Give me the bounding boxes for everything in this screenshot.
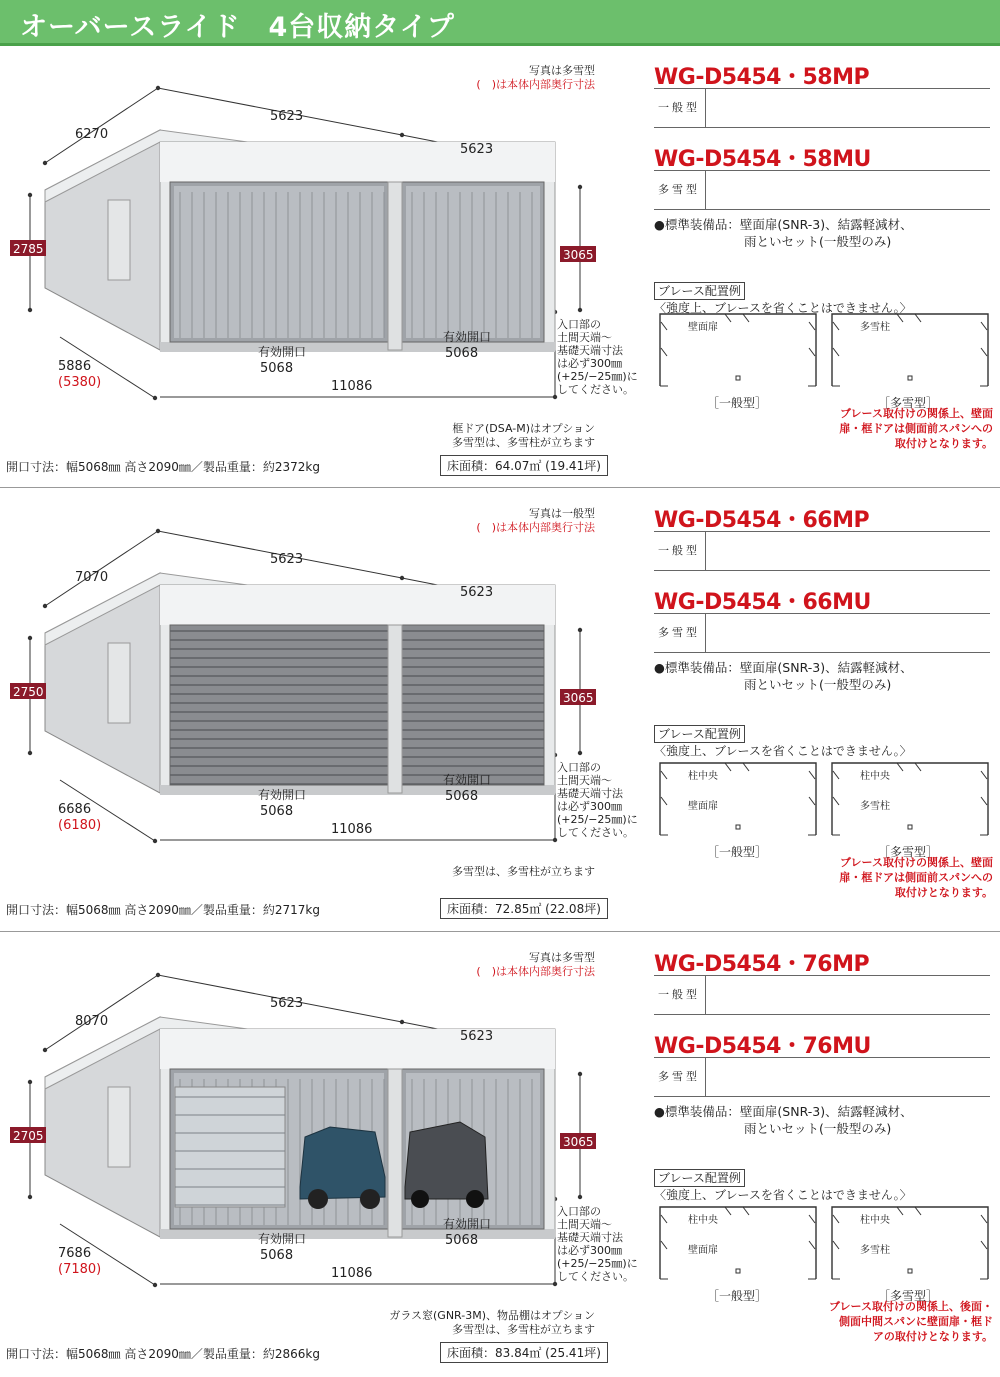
depth-note-text: ( )は本体内部奥行寸法 bbox=[476, 78, 595, 91]
svg-text:壁面扉: 壁面扉 bbox=[688, 801, 718, 812]
spec-text: 開口寸法：幅5068㎜ 高さ2090㎜／製品重量：約2866kg bbox=[6, 1347, 320, 1361]
red-note-line: 取付けとなります。 bbox=[894, 886, 993, 899]
garage-body bbox=[45, 130, 555, 352]
svg-text:6270: 6270 bbox=[75, 127, 109, 142]
svg-text:(7180): (7180) bbox=[58, 1262, 102, 1277]
building-illustration bbox=[0, 937, 640, 1337]
product-section bbox=[0, 493, 1000, 933]
brace-box: ブレース配置例 bbox=[654, 282, 745, 300]
svg-text:壁面扉: 壁面扉 bbox=[688, 1245, 718, 1256]
brace-text: 〈強度上、ブレースを省くことはできません。〉 bbox=[654, 744, 912, 758]
svg-text:2705: 2705 bbox=[13, 1129, 44, 1143]
row-general bbox=[654, 531, 990, 571]
svg-text:5623: 5623 bbox=[270, 996, 304, 1011]
model-snow: WG-D5454・58MU bbox=[654, 147, 871, 172]
option-note-line: 多雪型は、多雪柱が立ちます bbox=[452, 1323, 595, 1336]
svg-text:3065: 3065 bbox=[563, 691, 594, 705]
svg-text:(+25/−25㎜)に: (+25/−25㎜)に bbox=[557, 370, 638, 383]
svg-text:入口部の: 入口部の bbox=[557, 761, 601, 774]
svg-text:11086: 11086 bbox=[331, 1266, 373, 1281]
equip-line: 雨といセット(一般型のみ) bbox=[744, 677, 892, 692]
svg-text:は必ず300㎜: は必ず300㎜ bbox=[557, 800, 622, 813]
option-note-line: ガラス窓(GNR-3M)、物品棚はオプション bbox=[389, 1309, 595, 1322]
floor-area: 床面積：72.85㎡ (22.08坪) bbox=[440, 898, 608, 919]
svg-text:3065: 3065 bbox=[563, 1135, 594, 1149]
svg-text:5886: 5886 bbox=[58, 359, 92, 374]
option-note bbox=[300, 422, 595, 450]
red-note-line: アの取付けとなります。 bbox=[872, 1330, 993, 1343]
depth-note-text: ( )は本体内部奥行寸法 bbox=[476, 521, 595, 534]
svg-text:11086: 11086 bbox=[331, 379, 373, 394]
svg-text:してください。: してください。 bbox=[557, 383, 634, 396]
plan-snow bbox=[830, 761, 990, 837]
page-title: オーバースライド 4台収納タイプ bbox=[20, 12, 455, 43]
red-caution-note bbox=[818, 406, 993, 451]
svg-text:は必ず300㎜: は必ず300㎜ bbox=[557, 357, 622, 370]
row-label: 一般型 bbox=[654, 976, 706, 1014]
photo-note bbox=[440, 951, 595, 979]
svg-text:6686: 6686 bbox=[58, 802, 92, 817]
garage-body bbox=[45, 573, 555, 795]
model-snow: WG-D5454・76MU bbox=[654, 1034, 871, 1059]
red-caution-note bbox=[818, 1299, 993, 1344]
red-note-line: 側面中間スパンに壁面扉・框ド bbox=[839, 1315, 993, 1328]
photo-note bbox=[440, 64, 595, 92]
spec-text: 開口寸法：幅5068㎜ 高さ2090㎜／製品重量：約2717kg bbox=[6, 903, 320, 917]
svg-text:5068: 5068 bbox=[260, 1248, 294, 1263]
building-illustration bbox=[0, 493, 640, 893]
page-header bbox=[0, 0, 1000, 46]
svg-text:5068: 5068 bbox=[260, 361, 294, 376]
svg-text:有効開口: 有効開口 bbox=[443, 1217, 492, 1231]
svg-text:基礎天端寸法: 基礎天端寸法 bbox=[557, 1231, 623, 1244]
svg-text:5068: 5068 bbox=[445, 789, 479, 804]
svg-text:2750: 2750 bbox=[13, 685, 44, 699]
brace-text: 〈強度上、ブレースを省くことはできません。〉 bbox=[654, 301, 912, 315]
svg-text:壁面扉: 壁面扉 bbox=[688, 322, 718, 333]
svg-text:してください。: してください。 bbox=[557, 826, 634, 839]
svg-text:5623: 5623 bbox=[460, 1029, 494, 1044]
red-note-line: 扉・框ドアは側面前スパンへの bbox=[839, 871, 993, 884]
svg-text:多雪柱: 多雪柱 bbox=[860, 1245, 890, 1256]
spec-text: 開口寸法：幅5068㎜ 高さ2090㎜／製品重量：約2372kg bbox=[6, 460, 320, 474]
svg-text:有効開口: 有効開口 bbox=[443, 330, 492, 344]
svg-text:土間天端～: 土間天端～ bbox=[557, 331, 612, 344]
svg-text:有効開口: 有効開口 bbox=[258, 1232, 307, 1246]
photo-note bbox=[440, 507, 595, 535]
caption-general: ［一般型］ bbox=[707, 1289, 768, 1303]
svg-text:入口部の: 入口部の bbox=[557, 318, 601, 331]
svg-text:11086: 11086 bbox=[331, 822, 373, 837]
svg-text:5623: 5623 bbox=[270, 552, 304, 567]
row-label: 多雪型 bbox=[654, 171, 706, 209]
equipment bbox=[654, 659, 913, 693]
svg-text:(6180): (6180) bbox=[58, 818, 102, 833]
svg-text:多雪柱: 多雪柱 bbox=[860, 801, 890, 812]
svg-text:は必ず300㎜: は必ず300㎜ bbox=[557, 1244, 622, 1257]
svg-text:5623: 5623 bbox=[460, 142, 494, 157]
svg-text:7686: 7686 bbox=[58, 1246, 92, 1261]
svg-text:柱中央: 柱中央 bbox=[688, 771, 718, 782]
svg-text:5623: 5623 bbox=[460, 585, 494, 600]
depth-note-text: ( )は本体内部奥行寸法 bbox=[476, 965, 595, 978]
caption-general: ［一般型］ bbox=[707, 396, 768, 410]
floor-area: 床面積：64.07㎡ (19.41坪) bbox=[440, 455, 608, 476]
row-label: 一般型 bbox=[654, 532, 706, 570]
garage-body bbox=[45, 1017, 555, 1239]
red-note-line: 扉・框ドアは側面前スパンへの bbox=[839, 422, 993, 435]
svg-text:入口部の: 入口部の bbox=[557, 1205, 601, 1218]
caption-general: ［一般型］ bbox=[707, 845, 768, 859]
product-section bbox=[0, 937, 1000, 1377]
equipment bbox=[654, 1103, 913, 1137]
row-snow bbox=[654, 1057, 990, 1097]
brace-note bbox=[654, 282, 1000, 316]
equipment bbox=[654, 216, 913, 250]
equip-line: ●標準装備品：壁面扉(SNR-3)、結露軽減材、 bbox=[654, 1104, 913, 1119]
brace-text: 〈強度上、ブレースを省くことはできません。〉 bbox=[654, 1188, 912, 1202]
svg-text:柱中央: 柱中央 bbox=[860, 771, 890, 782]
model-snow: WG-D5454・66MU bbox=[654, 590, 871, 615]
option-note-line: 多雪型は、多雪柱が立ちます bbox=[452, 436, 595, 449]
svg-text:5623: 5623 bbox=[270, 109, 304, 124]
svg-text:5068: 5068 bbox=[260, 804, 294, 819]
svg-text:8070: 8070 bbox=[75, 1014, 109, 1029]
red-note-line: ブレース取付けの関係上、壁面 bbox=[839, 407, 993, 420]
svg-text:基礎天端寸法: 基礎天端寸法 bbox=[557, 787, 623, 800]
product-section bbox=[0, 50, 1000, 490]
photo-note-text: 写真は多雪型 bbox=[529, 64, 595, 77]
red-note-line: ブレース取付けの関係上、後面・ bbox=[828, 1300, 993, 1313]
svg-text:柱中央: 柱中央 bbox=[860, 1215, 890, 1226]
section-divider bbox=[0, 487, 1000, 488]
svg-text:有効開口: 有効開口 bbox=[258, 345, 307, 359]
svg-text:柱中央: 柱中央 bbox=[688, 1215, 718, 1226]
row-general bbox=[654, 88, 990, 128]
plan-general bbox=[658, 1205, 818, 1281]
svg-text:多雪柱: 多雪柱 bbox=[860, 322, 890, 333]
svg-text:7070: 7070 bbox=[75, 570, 109, 585]
brace-box: ブレース配置例 bbox=[654, 1169, 745, 1187]
model-general: WG-D5454・58MP bbox=[654, 65, 870, 90]
model-general: WG-D5454・66MP bbox=[654, 508, 870, 533]
caption-snow: ［多雪型］ bbox=[878, 396, 939, 410]
row-label: 多雪型 bbox=[654, 1058, 706, 1096]
caption-snow: ［多雪型］ bbox=[878, 845, 939, 859]
row-snow bbox=[654, 170, 990, 210]
option-note bbox=[300, 865, 595, 879]
section-divider bbox=[0, 931, 1000, 932]
brace-note bbox=[654, 725, 1000, 759]
svg-text:(+25/−25㎜)に: (+25/−25㎜)に bbox=[557, 813, 638, 826]
svg-text:2785: 2785 bbox=[13, 242, 44, 256]
equip-line: ●標準装備品：壁面扉(SNR-3)、結露軽減材、 bbox=[654, 660, 913, 675]
plan-general bbox=[658, 312, 818, 388]
equip-line: 雨といセット(一般型のみ) bbox=[744, 1121, 892, 1136]
svg-text:してください。: してください。 bbox=[557, 1270, 634, 1283]
plan-general bbox=[658, 761, 818, 837]
row-label: 多雪型 bbox=[654, 614, 706, 652]
svg-text:基礎天端寸法: 基礎天端寸法 bbox=[557, 344, 623, 357]
row-general bbox=[654, 975, 990, 1015]
plan-snow bbox=[830, 1205, 990, 1281]
svg-text:(+25/−25㎜)に: (+25/−25㎜)に bbox=[557, 1257, 638, 1270]
building-illustration bbox=[0, 50, 640, 450]
equip-line: 雨といセット(一般型のみ) bbox=[744, 234, 892, 249]
svg-text:5068: 5068 bbox=[445, 1233, 479, 1248]
row-snow bbox=[654, 613, 990, 653]
brace-note bbox=[654, 1169, 1000, 1203]
svg-text:3065: 3065 bbox=[563, 248, 594, 262]
svg-text:土間天端～: 土間天端～ bbox=[557, 774, 612, 787]
svg-text:土間天端～: 土間天端～ bbox=[557, 1218, 612, 1231]
equip-line: ●標準装備品：壁面扉(SNR-3)、結露軽減材、 bbox=[654, 217, 913, 232]
svg-text:有効開口: 有効開口 bbox=[258, 788, 307, 802]
red-caution-note bbox=[818, 855, 993, 900]
option-note bbox=[300, 1309, 595, 1337]
brace-box: ブレース配置例 bbox=[654, 725, 745, 743]
plan-snow bbox=[830, 312, 990, 388]
svg-text:(5380): (5380) bbox=[58, 375, 102, 390]
svg-text:有効開口: 有効開口 bbox=[443, 773, 492, 787]
option-note-line: 多雪型は、多雪柱が立ちます bbox=[452, 865, 595, 878]
floor-area: 床面積：83.84㎡ (25.41坪) bbox=[440, 1342, 608, 1363]
caption-snow: ［多雪型］ bbox=[878, 1289, 939, 1303]
photo-note-text: 写真は一般型 bbox=[529, 507, 595, 520]
row-label: 一般型 bbox=[654, 89, 706, 127]
red-note-line: 取付けとなります。 bbox=[894, 437, 993, 450]
photo-note-text: 写真は多雪型 bbox=[529, 951, 595, 964]
model-general: WG-D5454・76MP bbox=[654, 952, 870, 977]
red-note-line: ブレース取付けの関係上、壁面 bbox=[839, 856, 993, 869]
svg-text:5068: 5068 bbox=[445, 346, 479, 361]
option-note-line: 框ドア(DSA-M)はオプション bbox=[452, 422, 595, 435]
